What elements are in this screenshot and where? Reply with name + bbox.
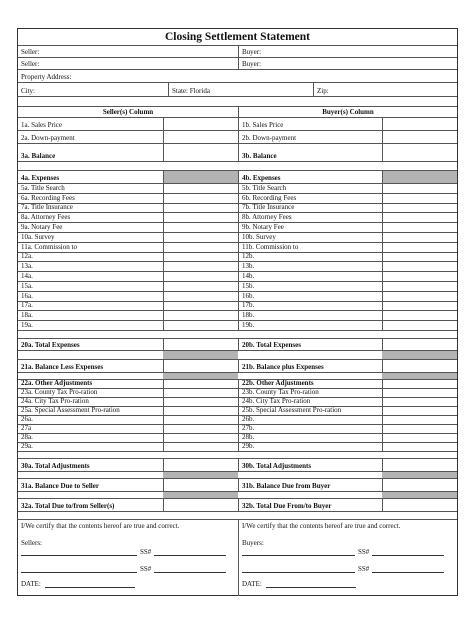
seller-amount-field[interactable] [163, 398, 238, 406]
buyer-amount-field[interactable] [382, 213, 457, 222]
seller-amount-field[interactable] [163, 118, 238, 130]
buyer-field-1[interactable]: Buyer: [242, 48, 262, 56]
shaded-cell [382, 373, 457, 379]
line-item-row [18, 311, 457, 321]
buyer-line-label [239, 459, 382, 471]
line-label-text: 30b. Total Adjustments [242, 462, 312, 470]
buyer-amount-field[interactable] [382, 144, 457, 161]
seller-line-label [18, 253, 163, 262]
line-label-text: 16a. [21, 291, 33, 300]
seller-amount-field[interactable] [163, 479, 238, 491]
line-label-text: 12b. [242, 252, 255, 261]
seller-amount-field[interactable] [163, 184, 238, 193]
seller-field-1[interactable]: Seller: [21, 48, 40, 56]
line-label-text: 23a. County Tax Pro-ration [21, 388, 98, 396]
line-label-text: 4b. Expenses [242, 174, 281, 182]
seller-line-label [18, 184, 163, 193]
spacer-row [18, 97, 457, 107]
seller-line-label [18, 416, 163, 424]
buyer-line-label [239, 434, 382, 442]
line-label-text: 30a. Total Adjustments [21, 462, 90, 470]
line-item-row [18, 434, 457, 443]
line-label-text: 5b. Title Search [242, 184, 287, 192]
seller-amount-field[interactable] [163, 339, 238, 350]
line-label-text: 28a. [21, 433, 33, 441]
line-item-row [18, 459, 457, 472]
property-address-row [18, 70, 457, 83]
buyer-signature-line-1[interactable] [242, 548, 355, 556]
seller-buyer-row-2 [18, 58, 457, 70]
seller-line-label [18, 131, 163, 143]
line-item-row [18, 253, 457, 263]
buyer-amount-field[interactable] [382, 184, 457, 193]
buyer-amount-field[interactable] [382, 223, 457, 232]
seller-amount-field[interactable] [163, 292, 238, 301]
line-label-text: 8b. Attorney Fees [242, 213, 292, 222]
buyer-line-label [239, 311, 382, 320]
buyer-date-line[interactable] [266, 580, 356, 588]
line-item-row [18, 144, 457, 162]
line-item-row [18, 118, 457, 131]
column-headings-row [18, 107, 457, 118]
seller-line-label [18, 479, 163, 491]
buyer-amount-field[interactable] [382, 360, 457, 372]
line-label-text: 8a. Attorney Fees [21, 213, 71, 222]
line-label-text: 3a. Balance [21, 152, 56, 160]
city-state-zip-row [18, 83, 457, 97]
spacer-row [18, 351, 457, 360]
seller-line-label [18, 407, 163, 415]
buyer-signature-area [239, 520, 457, 596]
buyer-amount-field[interactable] [382, 131, 457, 143]
shaded-cell [163, 373, 238, 379]
buyer-amount-field[interactable] [382, 204, 457, 213]
buyer-date-label: DATE: [242, 580, 262, 588]
seller-signature-line-2[interactable] [21, 565, 137, 573]
line-item-row [18, 499, 457, 512]
buyer-line-label [239, 223, 382, 232]
seller-line-label [18, 223, 163, 232]
line-item-row [18, 425, 457, 434]
line-label-text: 23b. County Tax Pro-ration [242, 388, 319, 396]
seller-ss-label-1: SS# [140, 548, 152, 556]
line-label-text: 2b. Down-payment [242, 134, 297, 142]
shaded-cell [382, 472, 457, 478]
line-label-text: 17a. [21, 301, 33, 310]
seller-amount-field[interactable] [163, 389, 238, 397]
buyer-amount-field[interactable] [382, 380, 457, 388]
line-item-row [18, 171, 457, 184]
seller-line-label [18, 339, 163, 350]
line-label-text: 18a. [21, 311, 33, 320]
state-label: State: [172, 87, 188, 95]
line-label-text: 28b. [242, 433, 255, 441]
buyer-line-label [239, 407, 382, 415]
line-label-text: 29a. [21, 442, 33, 450]
seller-amount-field[interactable] [163, 416, 238, 424]
line-label-text: 12a. [21, 252, 33, 261]
line-item-row [18, 407, 457, 416]
spacer-row [18, 452, 457, 459]
spacer-row [18, 162, 457, 171]
line-item-row [18, 223, 457, 233]
seller-signature-area [18, 520, 238, 596]
line-label-text: 1a. Sales Price [21, 121, 63, 129]
buyer-line-label [239, 380, 382, 388]
seller-line-label [18, 213, 163, 222]
shaded-cell [382, 351, 457, 359]
zip-field[interactable]: Zip: [317, 87, 329, 95]
seller-buyer-row-1 [18, 46, 457, 58]
buyer-line-label [239, 131, 382, 143]
seller-line-label [18, 360, 163, 372]
signature-block [18, 520, 457, 596]
seller-amount-field[interactable] [163, 459, 238, 471]
buyer-line-label [239, 499, 382, 511]
seller-line-label [18, 425, 163, 433]
line-label-text: 22b. Other Adjustments [242, 380, 314, 387]
line-item-row [18, 389, 457, 398]
shaded-cell [163, 351, 238, 359]
line-label-text: 24a. City Tax Pro-ration [21, 397, 89, 405]
line-label-text: 9b. Notary Fee [242, 223, 284, 231]
buyer-amount-field[interactable] [382, 272, 457, 281]
buyer-amount-field[interactable] [382, 398, 457, 406]
seller-amount-field[interactable] [163, 243, 238, 252]
seller-amount-field [163, 171, 238, 183]
line-item-row [18, 233, 457, 243]
line-label-text: 27a [21, 424, 32, 432]
line-label-text: 10a. Survey [21, 233, 55, 241]
line-label-text: 7a. Title Insurance [21, 203, 73, 212]
line-label-text: 4a. Expenses [21, 174, 60, 182]
shaded-cell [163, 472, 238, 478]
line-label-text: 9a. Notary Fee [21, 223, 63, 231]
buyer-line-label [239, 292, 382, 301]
buyer-amount-field[interactable] [382, 292, 457, 301]
line-label-text: 16b. [242, 291, 255, 300]
line-item-row [18, 339, 457, 351]
seller-line-label [18, 443, 163, 452]
seller-amount-field[interactable] [163, 213, 238, 222]
line-label-text: 32b. Total Due From/to Buyer [242, 502, 332, 510]
buyer-line-label [239, 243, 382, 252]
spacer-row [18, 373, 457, 380]
line-item-row [18, 360, 457, 373]
seller-line-label [18, 272, 163, 281]
buyer-line-label [239, 184, 382, 193]
seller-amount-field[interactable] [163, 302, 238, 311]
seller-column-heading: Seller(s) Column [102, 108, 154, 116]
line-item-row [18, 380, 457, 389]
buyer-amount-field[interactable] [382, 434, 457, 442]
buyer-line-label [239, 204, 382, 213]
spacer-row [18, 331, 457, 339]
sellers-label: Sellers: [21, 539, 42, 547]
buyer-amount-field[interactable] [382, 339, 457, 350]
line-label-text: 20a. Total Expenses [21, 341, 80, 349]
buyer-amount-field[interactable] [382, 233, 457, 242]
line-label-text: 26b. [242, 415, 255, 423]
shaded-cell [382, 492, 457, 498]
seller-line-label [18, 459, 163, 471]
line-label-text: 32a. Total Due to/from Seller(s) [21, 502, 115, 510]
buyer-amount-field[interactable] [382, 499, 457, 511]
line-label-text: 19b. [242, 321, 255, 329]
seller-amount-field[interactable] [163, 425, 238, 433]
spacer-row [18, 472, 457, 479]
seller-line-label [18, 434, 163, 442]
buyer-line-label [239, 339, 382, 350]
line-label-text: 7b. Title Insurance [242, 203, 295, 212]
buyer-signature-line-2[interactable] [242, 565, 355, 573]
line-label-text: 2a. Down-payment [21, 134, 75, 142]
buyer-field-2[interactable]: Buyer: [242, 60, 262, 68]
seller-amount-field[interactable] [163, 204, 238, 213]
seller-line-label [18, 311, 163, 320]
seller-line-label [18, 194, 163, 203]
seller-line-label [18, 380, 163, 388]
seller-certify-text: I/We certify that the contents hereof are true and correct. [21, 522, 180, 530]
buyer-column-heading: Buyer(s) Column [322, 108, 374, 116]
title-row [18, 29, 457, 46]
seller-signature-line-1[interactable] [21, 548, 137, 556]
line-label-text: 10b. Survey [242, 233, 276, 241]
seller-ss-line-2[interactable] [154, 565, 226, 573]
buyer-line-label [239, 171, 382, 183]
seller-line-label [18, 499, 163, 511]
line-label-text: 17b. [242, 301, 255, 310]
line-label-text: 14a. [21, 272, 33, 280]
line-label-text: 31a. Balance Due to Seller [21, 482, 99, 490]
line-label-text: 15a. [21, 282, 33, 290]
seller-amount-field[interactable] [163, 434, 238, 442]
buyers-label: Buyers: [242, 539, 264, 547]
seller-line-label [18, 243, 163, 252]
buyer-amount-field[interactable] [382, 253, 457, 262]
seller-field-2[interactable]: Seller: [21, 60, 40, 68]
line-item-row [18, 302, 457, 312]
buyer-amount-field[interactable] [382, 302, 457, 311]
line-label-text: 19a. [21, 321, 33, 329]
line-label-text: 20b. Total Expenses [242, 341, 301, 349]
line-label-text: 13b. [242, 262, 255, 271]
seller-date-label: DATE: [21, 580, 41, 588]
line-item-row [18, 194, 457, 204]
seller-line-label [18, 302, 163, 311]
state-value: Florida [189, 87, 210, 95]
line-item-row [18, 292, 457, 302]
buyer-line-label [239, 253, 382, 262]
seller-amount-field[interactable] [163, 443, 238, 452]
buyer-line-label [239, 479, 382, 491]
line-label-text: 11b. Commission to [242, 242, 299, 251]
line-label-text: 1b. Sales Price [242, 121, 284, 129]
buyer-ss-label-1: SS# [358, 548, 370, 556]
seller-line-label [18, 118, 163, 130]
line-item-row [18, 131, 457, 144]
seller-amount-field[interactable] [163, 223, 238, 232]
line-item-row [18, 398, 457, 407]
buyer-line-label [239, 194, 382, 203]
line-label-text: 25b. Special Assessment Pro-ration [242, 406, 342, 414]
buyer-amount-field[interactable] [382, 443, 457, 452]
seller-line-label [18, 262, 163, 271]
line-label-text: 25a. Special Assessment Pro-ration [21, 406, 120, 414]
buyer-amount-field[interactable] [382, 243, 457, 252]
settlement-form [17, 28, 458, 596]
line-label-text: 5a. Title Search [21, 184, 65, 192]
seller-amount-field[interactable] [163, 144, 238, 161]
seller-amount-field[interactable] [163, 262, 238, 271]
buyer-amount-field[interactable] [382, 459, 457, 471]
seller-date-line[interactable] [45, 580, 135, 588]
buyer-amount-field[interactable] [382, 311, 457, 320]
seller-line-label [18, 292, 163, 301]
seller-amount-field[interactable] [163, 321, 238, 330]
seller-line-label [18, 233, 163, 242]
seller-amount-field[interactable] [163, 380, 238, 388]
buyer-line-label [239, 144, 382, 161]
buyer-amount-field[interactable] [382, 118, 457, 130]
buyer-line-label [239, 321, 382, 330]
seller-amount-field[interactable] [163, 272, 238, 281]
form-title: Closing Settlement Statement [164, 31, 310, 43]
buyer-amount-field[interactable] [382, 282, 457, 291]
buyer-amount-field[interactable] [382, 194, 457, 203]
buyer-line-label [239, 416, 382, 424]
line-label-text: 6b. Recording Fees [242, 193, 297, 202]
city-field[interactable]: City: [21, 87, 36, 95]
spacer-row [18, 492, 457, 499]
line-item-row [18, 479, 457, 492]
buyer-line-label [239, 213, 382, 222]
line-item-row [18, 416, 457, 425]
line-item-row [18, 262, 457, 272]
seller-line-label [18, 321, 163, 330]
line-item-row [18, 213, 457, 223]
line-item-row [18, 184, 457, 194]
line-item-row [18, 272, 457, 282]
line-label-text: 26a. [21, 415, 33, 423]
line-label-text: 29b. [242, 442, 255, 450]
buyer-line-label [239, 443, 382, 452]
buyer-line-label [239, 425, 382, 433]
buyer-line-label [239, 360, 382, 372]
line-label-text: 11a. Commission to [21, 242, 77, 251]
seller-amount-field[interactable] [163, 233, 238, 242]
line-item-row [18, 243, 457, 253]
seller-amount-field[interactable] [163, 311, 238, 320]
buyer-amount-field[interactable] [382, 262, 457, 271]
buyer-amount-field[interactable] [382, 407, 457, 415]
seller-ss-label-2: SS# [140, 565, 152, 573]
line-item-row [18, 443, 457, 453]
line-item-row [18, 282, 457, 292]
buyer-line-label [239, 233, 382, 242]
line-label-text: 6a. Recording Fees [21, 193, 75, 202]
buyer-certify-text: I/We certify that the contents hereof are true and correct. [242, 522, 401, 530]
state-field[interactable] [169, 83, 313, 96]
seller-amount-field[interactable] [163, 499, 238, 511]
seller-line-label [18, 282, 163, 291]
seller-amount-field[interactable] [163, 253, 238, 262]
buyer-line-label [239, 262, 382, 271]
seller-line-label [18, 171, 163, 183]
buyer-line-label [239, 302, 382, 311]
spacer-row [18, 512, 457, 520]
buyer-line-label [239, 272, 382, 281]
line-label-text: 24b. City Tax Pro-ration [242, 397, 311, 405]
buyer-ss-label-2: SS# [358, 565, 370, 573]
seller-ss-line-1[interactable] [154, 548, 226, 556]
buyer-line-label [239, 282, 382, 291]
line-label-text: 3b. Balance [242, 152, 277, 160]
seller-amount-field[interactable] [163, 282, 238, 291]
buyer-ss-line-2[interactable] [372, 565, 444, 573]
buyer-amount-field[interactable] [382, 389, 457, 397]
line-label-text: 22a. Other Adjustments [21, 380, 93, 387]
shaded-cell [163, 492, 238, 498]
seller-amount-field[interactable] [163, 360, 238, 372]
line-label-text: 31b. Balance Due from Buyer [242, 482, 331, 490]
line-label-text: 18b. [242, 311, 255, 320]
seller-line-label [18, 204, 163, 213]
seller-line-label [18, 144, 163, 161]
line-label-text: 13a. [21, 262, 33, 271]
line-label-text: 27b. [242, 424, 255, 432]
line-item-row [18, 321, 457, 331]
buyer-amount-field[interactable] [382, 479, 457, 491]
seller-amount-field[interactable] [163, 407, 238, 415]
line-label-text: 14b. [242, 272, 255, 280]
buyer-amount-field [382, 171, 457, 183]
line-item-row [18, 204, 457, 214]
line-label-text: 21b. Balance plus Expenses [242, 363, 324, 371]
buyer-amount-field[interactable] [382, 416, 457, 424]
buyer-ss-line-1[interactable] [372, 548, 444, 556]
line-label-text: 21a. Balance Less Expenses [21, 363, 104, 371]
buyer-amount-field[interactable] [382, 321, 457, 330]
buyer-line-label [239, 398, 382, 406]
seller-line-label [18, 389, 163, 397]
buyer-amount-field[interactable] [382, 425, 457, 433]
buyer-line-label [239, 389, 382, 397]
line-label-text: 15b. [242, 282, 255, 290]
property-address-field[interactable]: Property Address: [21, 73, 72, 81]
buyer-line-label [239, 118, 382, 130]
seller-line-label [18, 398, 163, 406]
seller-amount-field[interactable] [163, 131, 238, 143]
seller-amount-field[interactable] [163, 194, 238, 203]
